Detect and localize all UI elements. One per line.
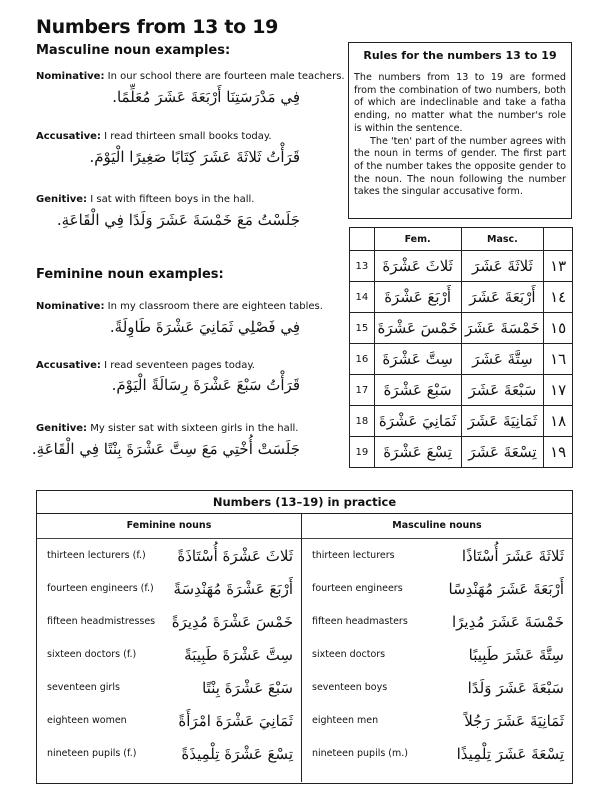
- english-phrase: seventeen boys: [312, 682, 388, 693]
- masc-cell: سَبْعَةَ عَشَرَ: [461, 375, 544, 406]
- masc-cell: ثَمَانِيَةَ عَشَرَ: [461, 406, 544, 437]
- english-phrase: eighteen women: [47, 715, 127, 726]
- example-fem-genitive-english: [36, 423, 298, 434]
- example-fem-genitive-arabic: جَلَسَتْ أُخْتِي مَعَ سِتَّ عَشْرَةَ بِنْتًا فِي الْقَاعَةِ.: [31, 440, 300, 458]
- arabic-phrase: أَرْبَعَ عَشْرَةَ مُهَنْدِسَةً: [173, 579, 293, 598]
- example-english: In our school there are fourteen male teachers.: [104, 71, 345, 82]
- arabic-phrase: ثَلاثَةَ عَشَرَ أُسْتَاذًا: [461, 546, 564, 565]
- number-cell: 19: [350, 437, 375, 468]
- fem-cell: سِتَّ عَشْرَةَ: [374, 344, 461, 375]
- list-item: [37, 638, 301, 671]
- masc-cell: سِتَّةَ عَشَرَ: [461, 344, 544, 375]
- table-row: [350, 344, 573, 375]
- number-cell: 17: [350, 375, 375, 406]
- number-cell: 15: [350, 313, 375, 344]
- table-header-row: [350, 228, 573, 251]
- example-english: I sat with fifteen boys in the hall.: [87, 194, 255, 205]
- case-label: Accusative:: [36, 360, 101, 371]
- masculine-nouns-column: [302, 514, 572, 782]
- arabic-number-cell: ١٣: [544, 251, 573, 282]
- list-item: [302, 704, 572, 737]
- number-cell: 13: [350, 251, 375, 282]
- example-english: I read thirteen small books today.: [100, 131, 272, 142]
- arabic-phrase: تِسْعَ عَشْرَةَ تِلْمِيذَةً: [181, 744, 293, 763]
- rules-title: Rules for the numbers 13 to 19: [363, 49, 557, 62]
- example-fem-nominative-arabic: فِي فَصْلِي ثَمَانِيَ عَشْرَةَ طَاوِلَةً.: [109, 318, 300, 336]
- table-row: [350, 251, 573, 282]
- arabic-number-cell: ١٨: [544, 406, 573, 437]
- practice-box: [36, 490, 573, 784]
- arabic-number-cell: ١٦: [544, 344, 573, 375]
- feminine-nouns-heading: Feminine nouns: [37, 514, 301, 539]
- example-fem-nominative-english: [36, 301, 323, 312]
- english-phrase: fifteen headmasters: [312, 616, 408, 627]
- number-cell: 14: [350, 282, 375, 313]
- arabic-phrase: ثَمَانِيَةَ عَشَرَ رَجُلاً: [464, 711, 564, 730]
- arabic-phrase: سِتَّ عَشْرَةَ طَبِيبَةً: [184, 645, 293, 664]
- english-phrase: nineteen pupils (m.): [312, 748, 408, 759]
- masculine-nouns-heading: Masculine nouns: [302, 514, 572, 539]
- table-row: [350, 406, 573, 437]
- rules-paragraph: The 'ten' part of the number agrees with the noun in terms of gender. The first part of the number takes the opposite gender to the noun. The noun following the number takes the singular accusative form.: [354, 135, 566, 198]
- number-cell: 18: [350, 406, 375, 437]
- example-masc-nominative-arabic: فِي مَدْرَسَتِنَا أَرْبَعَةَ عَشَرَ مُعَلِّمًا.: [112, 88, 300, 106]
- english-phrase: seventeen girls: [47, 682, 120, 693]
- header-blank: [350, 228, 375, 251]
- example-english: I read seventeen pages today.: [100, 360, 255, 371]
- fem-cell: سَبْعَ عَشْرَةَ: [374, 375, 461, 406]
- case-label: Nominative:: [36, 301, 105, 312]
- list-item: [37, 572, 301, 605]
- list-item: [302, 638, 572, 671]
- table-row: [350, 437, 573, 468]
- list-item: [37, 737, 301, 770]
- fem-cell: خَمْسَ عَشْرَةَ: [374, 313, 461, 344]
- rules-body: [349, 72, 571, 199]
- case-label: Nominative:: [36, 71, 105, 82]
- feminine-nouns-column: [37, 514, 302, 782]
- fem-cell: ثَلاثَ عَشْرَةَ: [374, 251, 461, 282]
- example-masc-genitive-arabic: جَلَسْتُ مَعَ خَمْسَةَ عَشَرَ وَلَدًا فِي الْقَاعَةِ.: [56, 211, 300, 229]
- english-phrase: nineteen pupils (f.): [47, 748, 137, 759]
- list-item: [302, 737, 572, 770]
- english-phrase: eighteen men: [312, 715, 379, 726]
- numbers-table: [349, 227, 573, 468]
- case-label: Genitive:: [36, 194, 88, 205]
- number-cell: 16: [350, 344, 375, 375]
- arabic-phrase: خَمْسَةَ عَشَرَ مُدِيرًا: [451, 612, 564, 631]
- example-english: In my classroom there are eighteen tables.: [104, 301, 323, 312]
- masc-cell: ثَلاثَةَ عَشَرَ: [461, 251, 544, 282]
- list-item: [37, 605, 301, 638]
- table-row: [350, 313, 573, 344]
- example-fem-accusative-arabic: قَرَأْتُ سَبْعَ عَشْرَةَ رِسَالَةً الْيَوْمَ.: [111, 376, 300, 394]
- table-row: [350, 375, 573, 406]
- fem-cell: ثَمَانِيَ عَشْرَةَ: [374, 406, 461, 437]
- english-phrase: fifteen headmistresses: [47, 616, 156, 627]
- arabic-phrase: سَبْعَ عَشْرَةَ بِنْتًا: [202, 678, 293, 697]
- english-phrase: sixteen doctors: [312, 649, 386, 660]
- example-masc-accusative-english: [36, 131, 272, 142]
- arabic-phrase: أَرْبَعَةَ عَشَرَ مُهَنْدِسًا: [448, 579, 564, 598]
- header-fem: Fem.: [374, 228, 461, 251]
- masc-cell: تِسْعَةَ عَشَرَ: [461, 437, 544, 468]
- masculine-examples-heading: Masculine noun examples:: [36, 43, 231, 58]
- english-phrase: sixteen doctors (f.): [47, 649, 137, 660]
- page-title: Numbers from 13 to 19: [36, 16, 279, 38]
- masc-cell: خَمْسَةَ عَشَرَ: [461, 313, 544, 344]
- header-blank: [544, 228, 573, 251]
- arabic-number-cell: ١٧: [544, 375, 573, 406]
- list-item: [37, 671, 301, 704]
- header-masc: Masc.: [461, 228, 544, 251]
- english-phrase: fourteen engineers (f.): [47, 583, 154, 594]
- example-masc-accusative-arabic: قَرَأْتُ ثَلاثَةَ عَشَرَ كِتَابًا صَغِيرًا الْيَوْمَ.: [89, 148, 300, 166]
- fem-cell: تِسْعَ عَشْرَةَ: [374, 437, 461, 468]
- list-item: [302, 539, 572, 572]
- example-masc-genitive-english: [36, 194, 254, 205]
- list-item: [37, 539, 301, 572]
- arabic-number-cell: ١٤: [544, 282, 573, 313]
- arabic-phrase: خَمْسَ عَشْرَةَ مُدِيرَةً: [171, 612, 293, 631]
- arabic-phrase: ثَمَانِيَ عَشْرَةَ امْرَأَةً: [178, 711, 293, 730]
- case-label: Genitive:: [36, 423, 88, 434]
- arabic-number-cell: ١٥: [544, 313, 573, 344]
- arabic-phrase: ثَلاثَ عَشْرَةَ أُسْتَاذَةً: [177, 546, 293, 565]
- practice-title: Numbers (13–19) in practice: [37, 491, 572, 514]
- list-item: [37, 704, 301, 737]
- feminine-examples-heading: Feminine noun examples:: [36, 267, 224, 282]
- example-fem-accusative-english: [36, 360, 255, 371]
- arabic-number-cell: ١٩: [544, 437, 573, 468]
- english-phrase: thirteen lecturers: [312, 550, 395, 561]
- example-masc-nominative-english: [36, 71, 345, 82]
- case-label: Accusative:: [36, 131, 101, 142]
- list-item: [302, 605, 572, 638]
- arabic-phrase: سَبْعَةَ عَشَرَ وَلَدًا: [467, 678, 564, 697]
- rules-paragraph: The numbers from 13 to 19 are formed from the combination of two numbers, both of which are indeclinable and take a fatha ending, no matter what the number's role is within the sentence.: [354, 72, 566, 134]
- table-row: [350, 282, 573, 313]
- rules-box: [348, 42, 572, 219]
- arabic-phrase: سِتَّةَ عَشَرَ طَبِيبًا: [468, 645, 564, 664]
- arabic-phrase: تِسْعَةَ عَشَرَ تِلْمِيذًا: [456, 744, 564, 763]
- masc-cell: أَرْبَعَةَ عَشَرَ: [461, 282, 544, 313]
- example-english: My sister sat with sixteen girls in the hall.: [87, 423, 299, 434]
- english-phrase: fourteen engineers: [312, 583, 403, 594]
- english-phrase: thirteen lecturers (f.): [47, 550, 146, 561]
- fem-cell: أَرْبَعَ عَشْرَةَ: [374, 282, 461, 313]
- list-item: [302, 572, 572, 605]
- list-item: [302, 671, 572, 704]
